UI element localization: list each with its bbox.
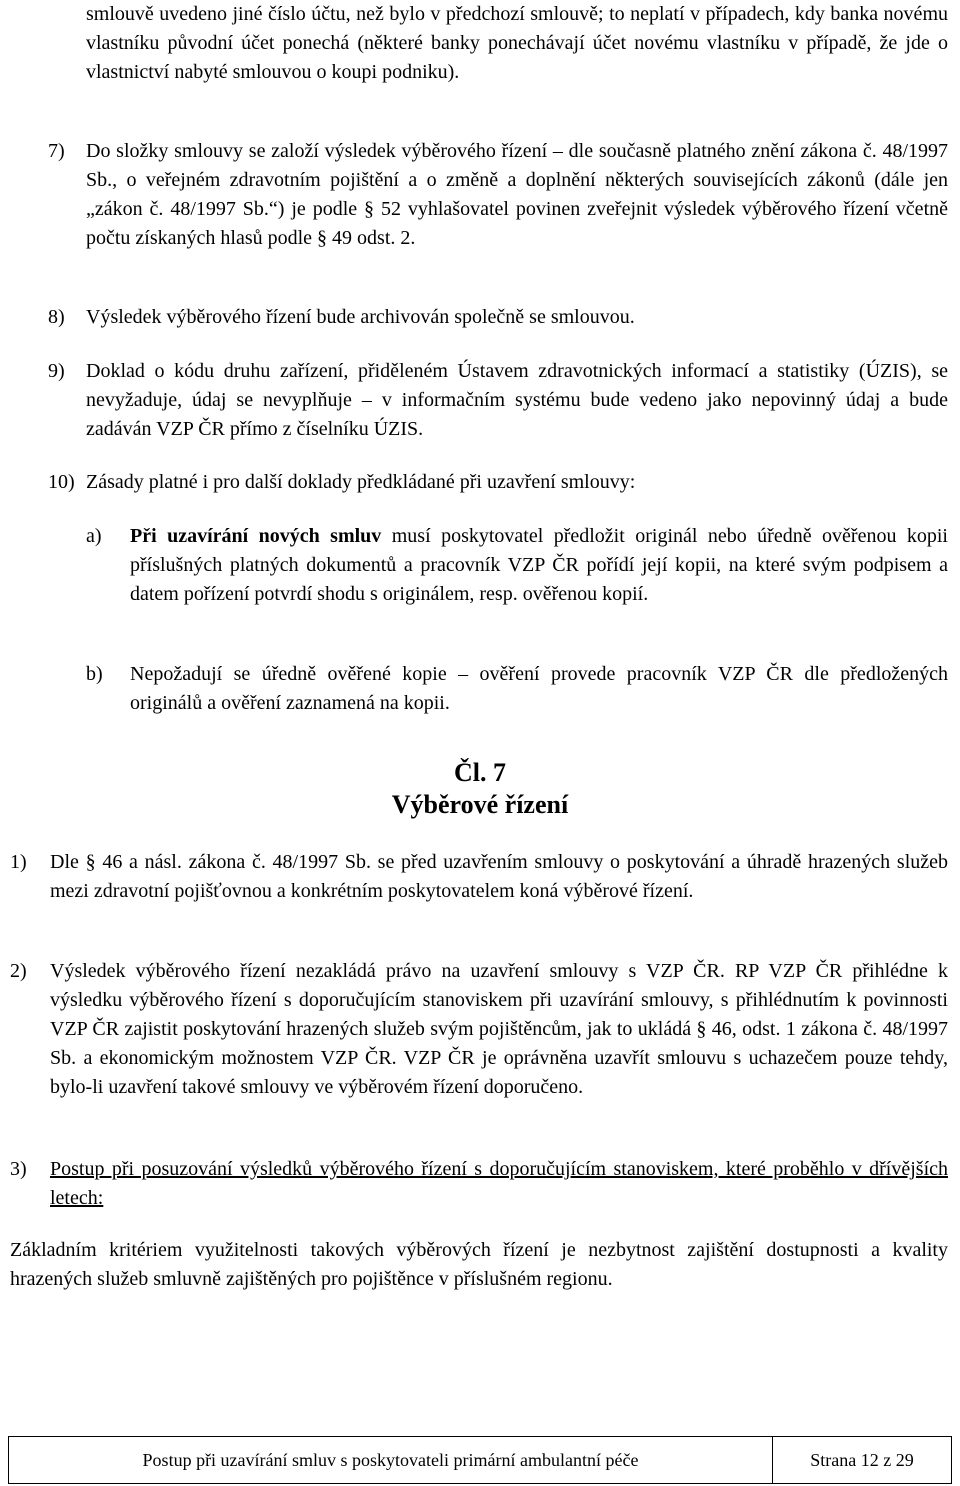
section-item-1 xyxy=(10,848,948,906)
article-title: Výběrové řízení xyxy=(391,790,569,819)
page-footer xyxy=(8,1436,952,1484)
footer-page-number: Strana 12 z 29 xyxy=(810,1449,914,1470)
footer-title: Postup při uzavírání smluv s poskytovateli primární ambulantní péče xyxy=(9,1437,773,1483)
list-item-10 xyxy=(48,468,948,497)
sub-item-a xyxy=(86,522,948,609)
list-text: Výsledek výběrového řízení bude archivován společně se smlouvou. xyxy=(86,306,635,328)
sub-rest: musí poskytovatel předložit originál nebo úředně ověřenou kopii příslušných platných dokumentů a pracovník VZP ČR pořídí její kopii, na které svým podpisem a datem pořízení potvrdí shodu s originálem, resp. ověřenou kopií. xyxy=(130,525,948,605)
sub-text xyxy=(130,522,948,609)
article-number: Čl. 7 xyxy=(454,758,506,787)
section-number: 1) xyxy=(10,851,27,873)
list-text: Doklad o kódu druhu zařízení, přiděleném Ústavem zdravotnických informací a statistiky (ÚZIS), se nevyžaduje, údaj se nevyplňuje – v informačním systému bude vedeno jako nepovinný údaj a bude zadáván VZP ČR přímo z číselníku ÚZIS. xyxy=(86,360,948,440)
sub-item-b xyxy=(86,660,948,718)
list-item-8 xyxy=(48,303,948,332)
section-text: Dle § 46 a násl. zákona č. 48/1997 Sb. se před uzavřením smlouvy o poskytování a úhradě hrazených služeb mezi zdravotní pojišťovnou a konkrétním poskytovatelem koná výběrové řízení. xyxy=(50,851,948,902)
final-paragraph: Základním kritériem využitelnosti takových výběrových řízení je nezbytnost zajištění dostupnosti a kvality hrazených služeb smluvně zajištěných pro pojištěnce v příslušném regionu. xyxy=(10,1239,948,1290)
list-text: Zásady platné i pro další doklady předkládané při uzavření smlouvy: xyxy=(86,471,636,493)
section-number: 2) xyxy=(10,960,27,982)
list-number: 9) xyxy=(48,360,65,382)
sub-text: Nepožadují se úředně ověřené kopie – ověření provede pracovník VZP ČR dle předložených originálů a ověření zaznamená na kopii. xyxy=(130,663,948,714)
section-item-3 xyxy=(10,1155,948,1213)
list-text: Do složky smlouvy se založí výsledek výběrového řízení – dle současně platného znění zákona č. 48/1997 Sb., o veřejném zdravotním pojištění a o změně a doplnění některých souvisejících zákonů (dále jen „zákon č. 48/1997 Sb.“) je podle § 52 vyhlašovatel povinen zveřejnit výsledek výběrového řízení včetně počtu získaných hlasů podle § 49 odst. 2. xyxy=(86,140,948,249)
list-item-9 xyxy=(48,357,948,444)
sub-letter: b) xyxy=(86,663,103,685)
continuation-paragraph: smlouvě uvedeno jiné číslo účtu, než bylo v předchozí smlouvě; to neplatí v případech, kdy banka novému vlastníku původní účet ponechá (některé banky ponechávají účet novému vlastníku v případě, že jde o vlastnictví nabyté smlouvou o koupi podniku). xyxy=(86,3,948,83)
section-number: 3) xyxy=(10,1158,27,1180)
sub-letter: a) xyxy=(86,525,102,547)
list-item-7 xyxy=(48,137,948,253)
section-item-2 xyxy=(10,957,948,1102)
list-number: 10) xyxy=(48,471,75,493)
section-text: Výsledek výběrového řízení nezakládá právo na uzavření smlouvy s VZP ČR. RP VZP ČR přihlédne k výsledku výběrového řízení s doporučujícím stanoviskem při uzavírání smlouvy, s přihlédnutím k povinnosti VZP ČR zajistit poskytování hrazených služeb svým pojištěncům, jak to ukládá § 46, odst. 1 zákona č. 48/1997 Sb. a ekonomickým možnostem VZP ČR. VZP ČR je oprávněna uzavřít smlouvu s uchazečem pouze tehdy, bylo-li uzavření takové smlouvy ve výběrovém řízení doporučeno. xyxy=(50,960,948,1098)
list-number: 8) xyxy=(48,306,65,328)
sub-bold-lead: Při uzavírání nových smluv xyxy=(130,525,382,547)
section-text-underlined: Postup při posuzování výsledků výběrového řízení s doporučujícím stanoviskem, které proběhlo v dřívějších letech: xyxy=(50,1158,948,1209)
list-number: 7) xyxy=(48,140,65,162)
